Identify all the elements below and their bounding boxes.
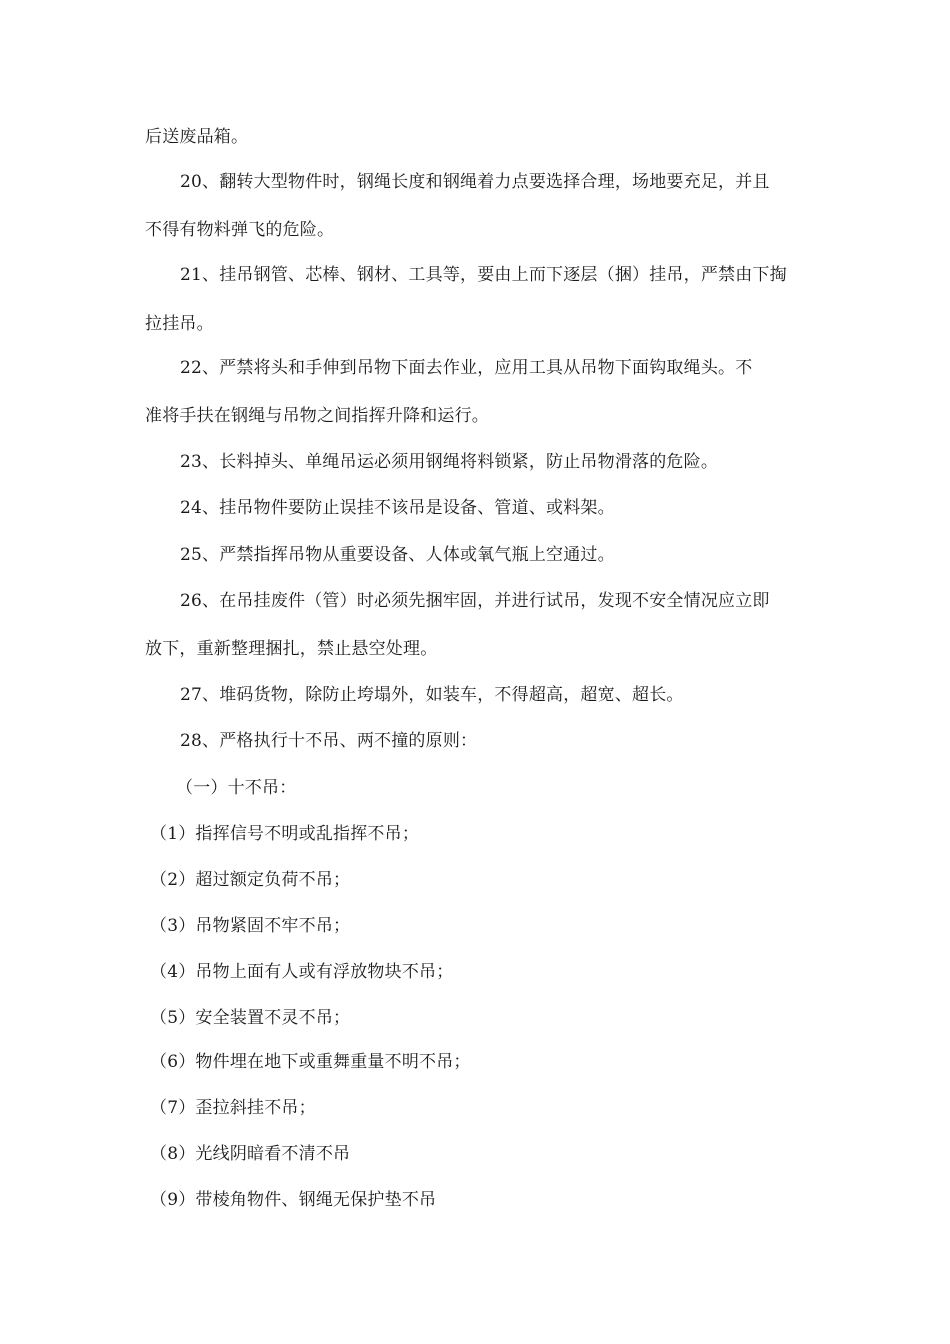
text-line: （4）吊物上面有人或有浮放物块不吊； <box>150 962 454 982</box>
text-line: （2）超过额定负荷不吊； <box>150 870 351 890</box>
text-line: 27、堆码货物，除防止垮塌外，如装车，不得超高，超宽、超长。 <box>180 685 684 705</box>
text-line: （6）物件埋在地下或重舞重量不明不吊； <box>150 1052 471 1072</box>
text-line: 23、长料掉头、单绳吊运必须用钢绳将料锁紧，防止吊物滑落的危险。 <box>180 452 719 472</box>
text-line: （一）十不吊： <box>176 778 297 798</box>
text-line: 25、严禁指挥吊物从重要设备、人体或氧气瓶上空通过。 <box>180 545 615 565</box>
text-line: （8）光线阴暗看不清不吊 <box>150 1144 351 1164</box>
text-line: 后送废品箱。 <box>145 127 249 147</box>
text-line: 拉挂吊。 <box>145 314 214 334</box>
text-line: 20、翻转大型物件时，钢绳长度和钢绳着力点要选择合理，场地要充足，并且 <box>180 172 770 192</box>
text-line: （9）带棱角物件、钢绳无保护垫不吊 <box>150 1190 437 1210</box>
text-line: 准将手扶在钢绳与吊物之间指挥升降和运行。 <box>145 406 489 426</box>
text-line: （3）吊物紧固不牢不吊； <box>150 916 351 936</box>
text-line: 不得有物料弹飞的危险。 <box>145 220 335 240</box>
text-line: 26、在吊挂废件（管）时必须先捆牢固，并进行试吊，发现不安全情况应立即 <box>180 591 770 611</box>
text-line: 放下，重新整理捆扎，禁止悬空处理。 <box>145 639 438 659</box>
text-line: 21、挂吊钢管、芯棒、钢材、工具等，要由上而下逐层（捆）挂吊，严禁由下掏 <box>180 265 787 285</box>
text-line: （7）歪拉斜挂不吊； <box>150 1098 316 1118</box>
text-line: （5）安全装置不灵不吊； <box>150 1008 351 1028</box>
text-line: 28、严格执行十不吊、两不撞的原则： <box>180 731 478 751</box>
text-line: （1）指挥信号不明或乱指挥不吊； <box>150 824 420 844</box>
text-line: 22、严禁将头和手伸到吊物下面去作业，应用工具从吊物下面钩取绳头。不 <box>180 358 753 378</box>
text-line: 24、挂吊物件要防止误挂不该吊是设备、管道、或料架。 <box>180 498 615 518</box>
